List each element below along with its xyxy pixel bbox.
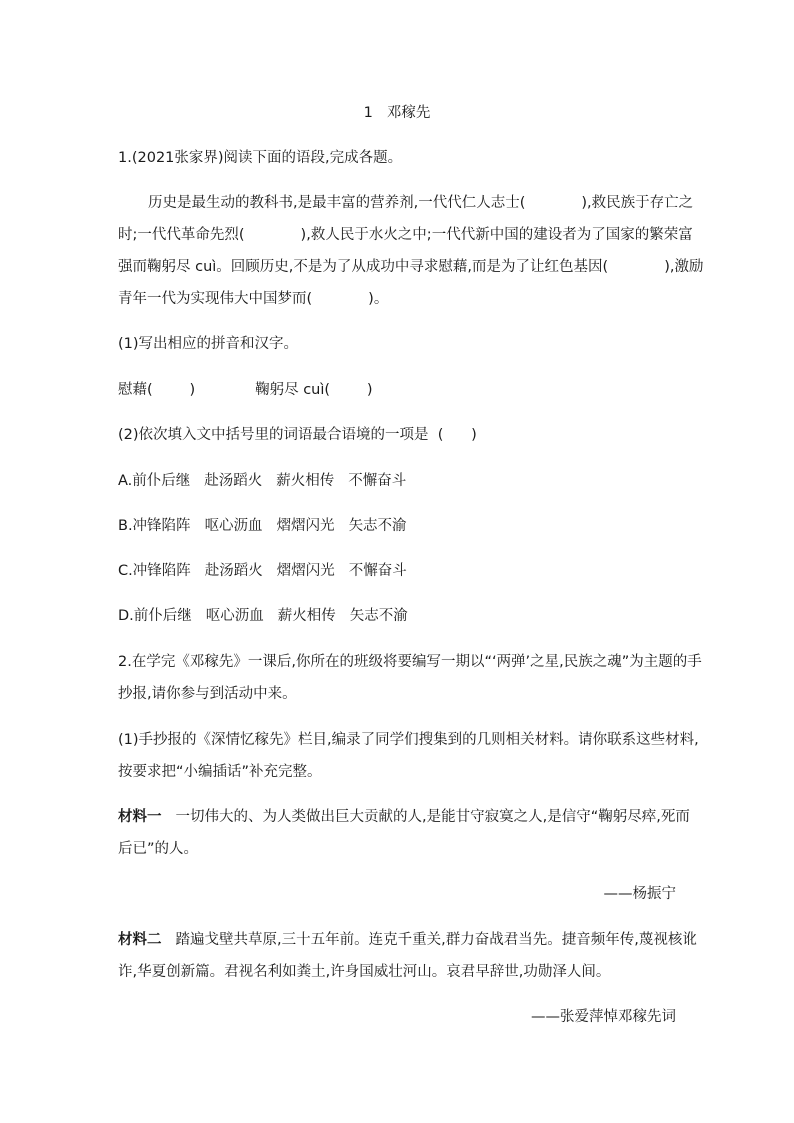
option-word: 赴汤蹈火	[204, 473, 263, 489]
material-2-line-2: 诈,华夏创新篇。君视名利如粪土,许身国威壮河山。哀君早辞世,功勋泽人间。	[118, 964, 611, 980]
passage-text: 强而鞠躬尽 cuì。回顾历史,不是为了从成功中寻求慰藉,而是为了让红色基因(	[118, 259, 609, 275]
passage-text: 青年一代为实现伟大中国梦而(	[118, 291, 313, 307]
passage-line-4	[118, 289, 388, 309]
option-d	[118, 606, 422, 626]
option-word: 薪火相传	[276, 473, 335, 489]
option-word: A.前仆后继	[118, 473, 191, 489]
option-a	[118, 471, 420, 491]
option-word: B.冲锋陷阵	[118, 518, 191, 534]
option-word: 熠熠闪光	[276, 518, 335, 534]
material-1-line-1	[118, 807, 690, 827]
material-1-line-2: 后已”的人。	[118, 841, 199, 857]
passage-text: )。	[368, 291, 389, 307]
option-word: 不懈奋斗	[348, 563, 407, 579]
question-1-sub-2: (2)依次填入文中括号里的词语最合语境的一项是 ( )	[118, 427, 477, 443]
option-word: 不懈奋斗	[348, 473, 407, 489]
material-2-label: 材料二	[118, 932, 162, 948]
passage-text: ),救民族于存亡之	[581, 195, 694, 211]
page-title	[0, 103, 794, 123]
option-word: 呕心沥血	[205, 608, 264, 624]
passage-text: ),激励	[664, 259, 704, 275]
option-word: 赴汤蹈火	[204, 563, 263, 579]
passage-text: ),救人民于水火之中;一代代新中国的建设者为了国家的繁荣富	[300, 227, 693, 243]
question-2-stem-line-1: 2.在学完《邓稼先》一课后,你所在的班级将要编写一期以“‘两弹’之星,民族之魂”为主题的手	[118, 654, 702, 670]
material-2-line-1	[118, 930, 697, 950]
question-2-stem-line-2: 抄报,请你参与到活动中来。	[118, 686, 297, 702]
material-1-label: 材料一	[118, 809, 162, 825]
question-2-sub-1-line-1: (1)手抄报的《深情忆稼先》栏目,编录了同学们搜集到的几则相关材料。请你联系这些材料,	[118, 732, 699, 748]
passage-text: 历史是最生动的教科书,是最丰富的营养剂,一代代仁人志士(	[148, 195, 526, 211]
passage-line-2	[118, 225, 693, 245]
question-1-sub-1-answer: 慰藉( ) 鞠躬尽 cuì( )	[118, 382, 373, 398]
material-1-text: 一切伟大的、为人类做出巨大贡献的人,是能甘守寂寞之人,是信守“鞠躬尽瘁,死而	[175, 809, 690, 825]
passage-line-1	[148, 193, 693, 213]
option-word: C.冲锋陷阵	[118, 563, 191, 579]
option-word: D.前仆后继	[118, 608, 192, 624]
option-word: 矢志不渝	[349, 608, 408, 624]
option-word: 薪火相传	[277, 608, 336, 624]
option-word: 矢志不渝	[348, 518, 407, 534]
material-2-text: 踏遍戈壁共草原,三十五年前。连克千重关,群力奋战君当先。捷音频年传,蔑视核讹	[175, 932, 697, 948]
passage-text: 时;一代代革命先烈(	[118, 227, 245, 243]
material-1-source: ——杨振宁	[603, 886, 676, 902]
lesson-title: 邓稼先	[386, 105, 431, 121]
lesson-number: 1	[363, 105, 373, 121]
question-1-stem: 1.(2021张家界)阅读下面的语段,完成各题。	[118, 150, 403, 166]
passage-line-3	[118, 257, 703, 277]
option-c	[118, 561, 421, 581]
option-word: 呕心沥血	[204, 518, 263, 534]
question-1-sub-1: (1)写出相应的拼音和汉字。	[118, 336, 299, 352]
option-word: 熠熠闪光	[276, 563, 335, 579]
option-b	[118, 516, 421, 536]
question-2-sub-1-line-2: 按要求把“小编插话”补充完整。	[118, 764, 322, 780]
material-2-source: ——张爱萍悼邓稼先词	[531, 1009, 676, 1025]
